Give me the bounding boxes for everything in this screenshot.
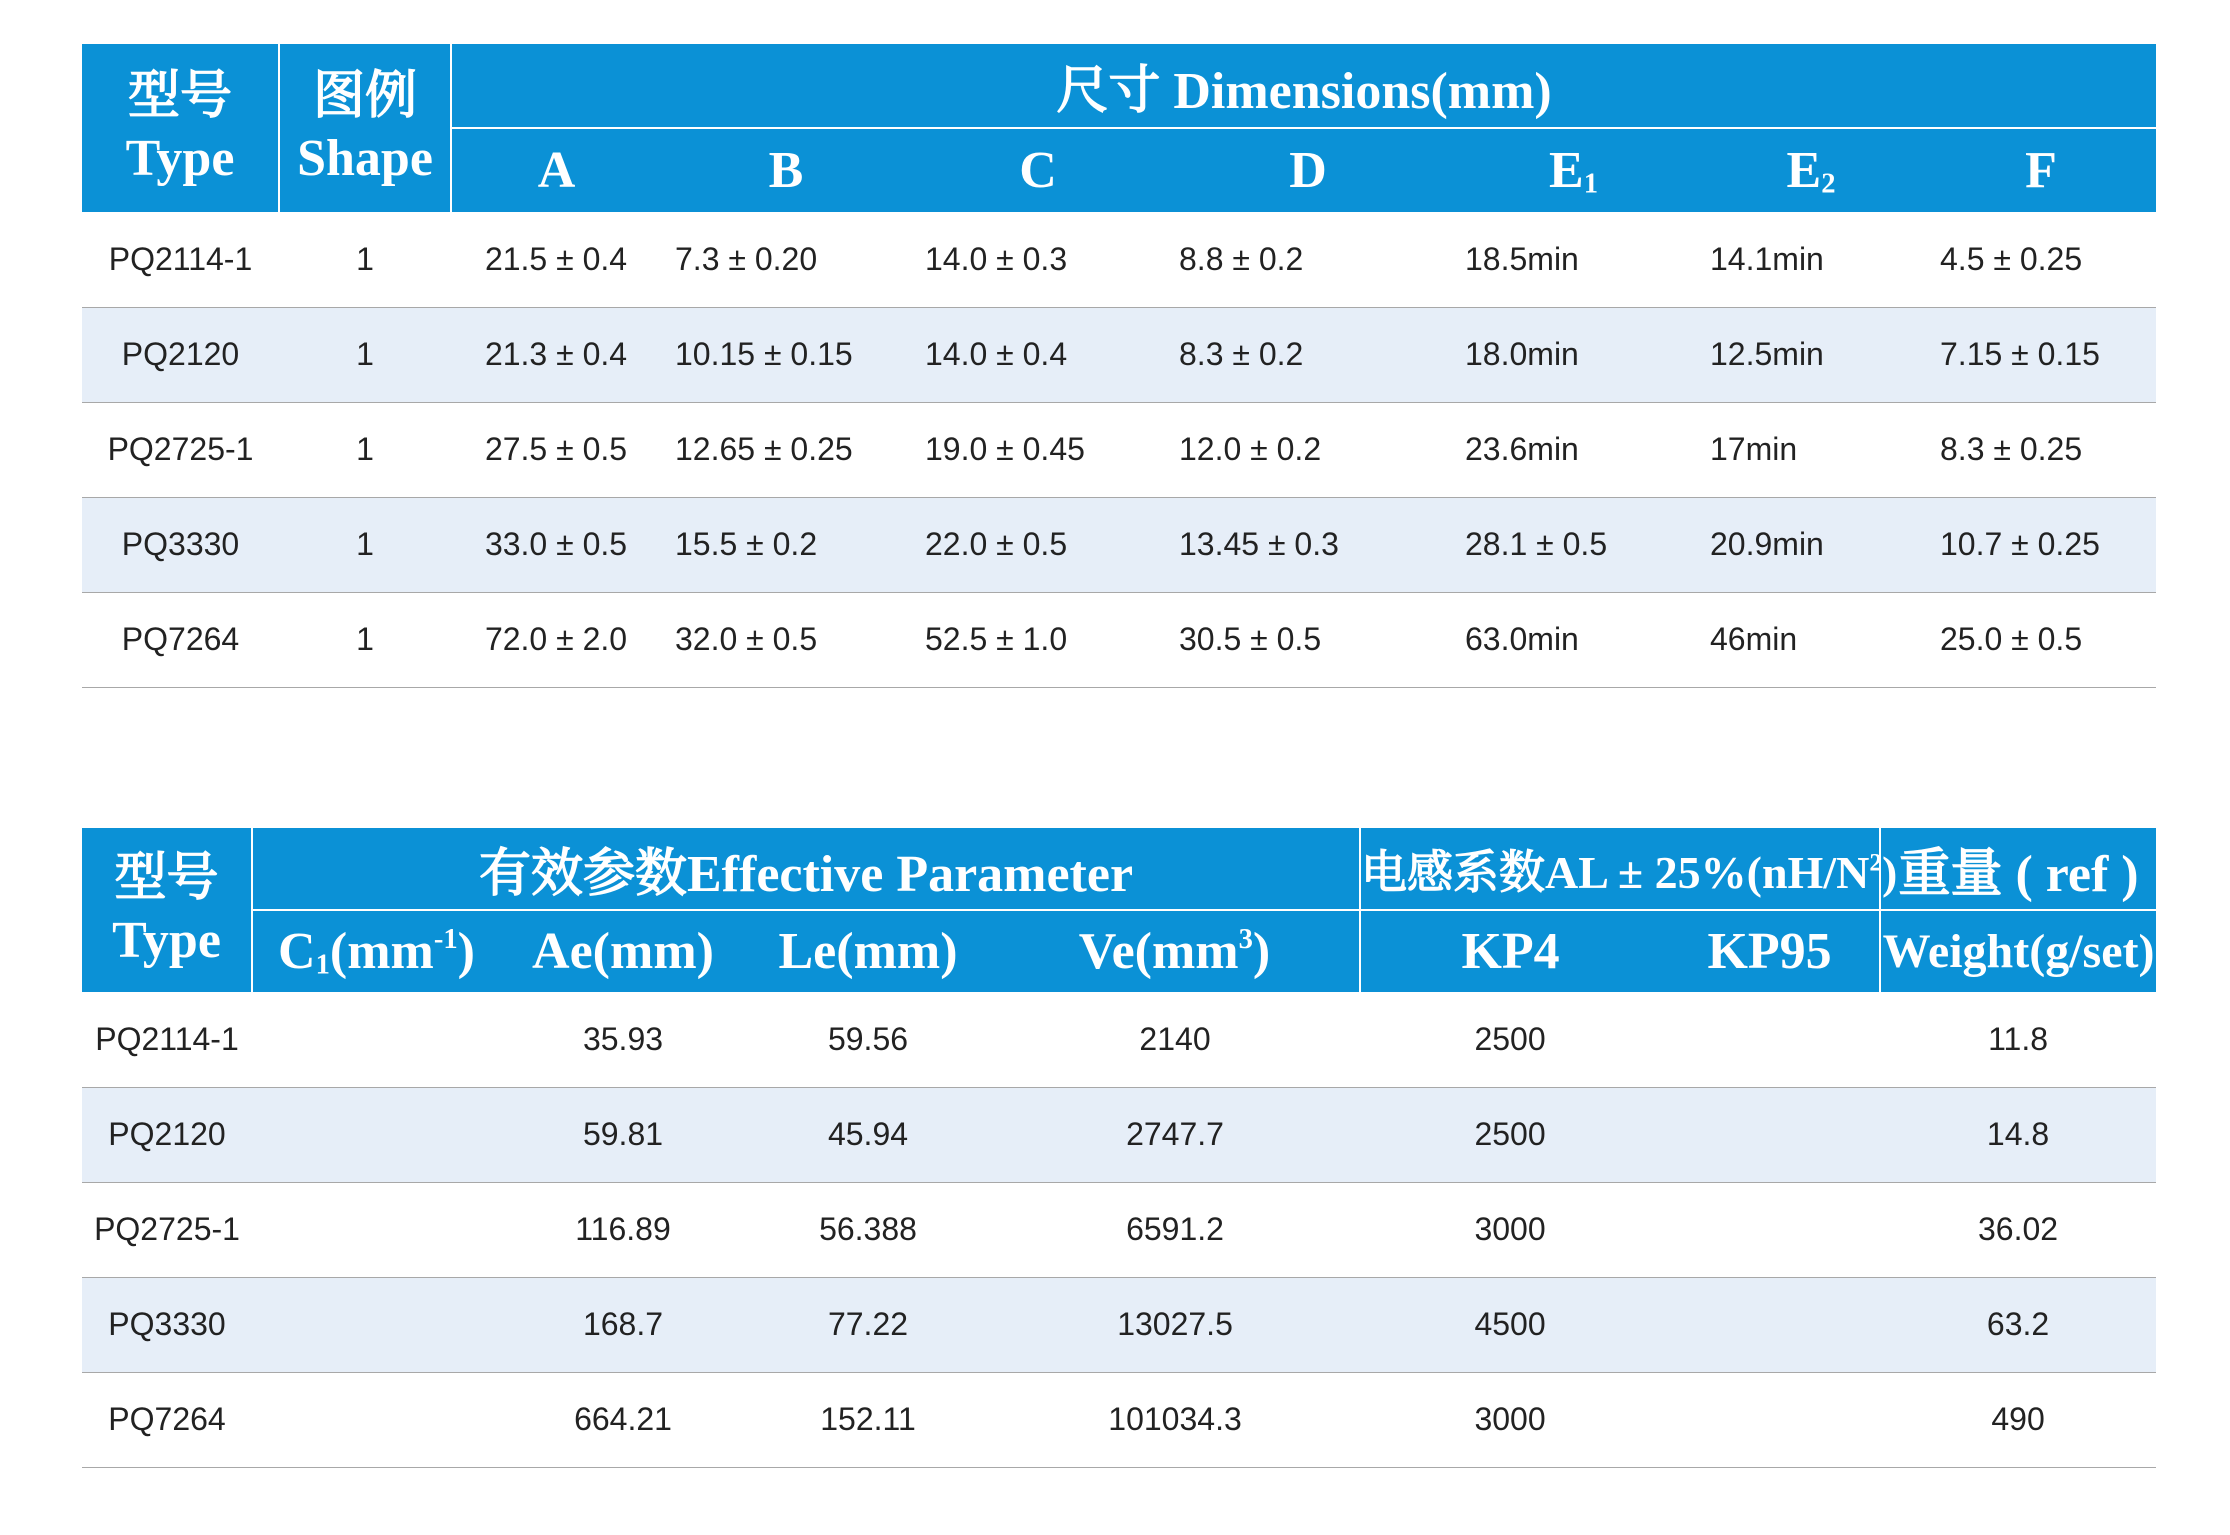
header-le: Le(mm)	[746, 910, 990, 992]
dimensions-table	[82, 44, 2156, 688]
cell-kp4: 4500	[1360, 1277, 1660, 1372]
header-ve-post: )	[1252, 923, 1271, 980]
cell-e2: 20.9min	[1696, 497, 1926, 592]
cell-le: 59.56	[746, 992, 990, 1087]
cell-c1	[252, 1182, 500, 1277]
cell-weight: 490	[1880, 1372, 2156, 1467]
cell-d: 30.5 ± 0.5	[1165, 592, 1451, 687]
cell-e1: 18.5min	[1451, 212, 1696, 307]
cell-shape: 1	[279, 497, 451, 592]
header-al-pre: 电感系数AL ± 25%(nH/N	[1361, 846, 1870, 898]
cell-d: 13.45 ± 0.3	[1165, 497, 1451, 592]
cell-type: PQ7264	[82, 592, 279, 687]
table-row	[82, 992, 2156, 1087]
cell-b: 10.15 ± 0.15	[661, 307, 911, 402]
cell-f: 4.5 ± 0.25	[1926, 212, 2156, 307]
cell-e2: 14.1min	[1696, 212, 1926, 307]
cell-type: PQ3330	[82, 497, 279, 592]
header-ae: Ae(mm)	[500, 910, 746, 992]
cell-c1	[252, 1277, 500, 1372]
cell-ve: 2140	[990, 992, 1360, 1087]
cell-a: 21.3 ± 0.4	[451, 307, 661, 402]
cell-ve: 2747.7	[990, 1087, 1360, 1182]
cell-kp95	[1660, 1277, 1880, 1372]
cell-type: PQ3330	[82, 1277, 252, 1372]
header-c1-sub: 1	[315, 949, 330, 981]
cell-b: 15.5 ± 0.2	[661, 497, 911, 592]
header-shape-cn: 图例	[312, 67, 417, 125]
header-kp4: KP4	[1360, 910, 1660, 992]
effective-parameter-table	[82, 828, 2156, 1468]
cell-f: 10.7 ± 0.25	[1926, 497, 2156, 592]
header-col-b: B	[661, 128, 911, 212]
cell-e1: 23.6min	[1451, 402, 1696, 497]
cell-e1: 63.0min	[1451, 592, 1696, 687]
cell-le: 56.388	[746, 1182, 990, 1277]
cell-ae: 59.81	[500, 1087, 746, 1182]
cell-shape: 1	[279, 402, 451, 497]
cell-le: 45.94	[746, 1087, 990, 1182]
table-row	[82, 1087, 2156, 1182]
cell-kp95	[1660, 1087, 1880, 1182]
header-effective-parameter: 有效参数Effective Parameter	[252, 828, 1360, 910]
header-type-en: Type	[112, 912, 221, 969]
header-col-e2-main: E	[1786, 141, 1822, 199]
header-type	[82, 828, 252, 992]
cell-weight: 36.02	[1880, 1182, 2156, 1277]
header-ve	[990, 910, 1360, 992]
cell-c: 14.0 ± 0.3	[911, 212, 1165, 307]
cell-kp4: 2500	[1360, 1087, 1660, 1182]
cell-ae: 116.89	[500, 1182, 746, 1277]
header-al-post: )	[1882, 846, 1898, 898]
header-col-e2	[1696, 128, 1926, 212]
cell-b: 12.65 ± 0.25	[661, 402, 911, 497]
cell-weight: 14.8	[1880, 1087, 2156, 1182]
cell-c1	[252, 992, 500, 1087]
cell-ve: 101034.3	[990, 1372, 1360, 1467]
header-col-c: C	[911, 128, 1165, 212]
table-row	[82, 497, 2156, 592]
cell-e1: 18.0min	[1451, 307, 1696, 402]
header-c1-unit-post: )	[457, 922, 475, 980]
header-al-sup: 2	[1869, 847, 1882, 876]
cell-a: 33.0 ± 0.5	[451, 497, 661, 592]
cell-ae: 664.21	[500, 1372, 746, 1467]
table-row	[82, 1277, 2156, 1372]
table-row	[82, 212, 2156, 307]
table-row	[82, 1372, 2156, 1467]
cell-ae: 35.93	[500, 992, 746, 1087]
header-type-cn: 型号	[114, 849, 219, 907]
cell-c1	[252, 1372, 500, 1467]
cell-a: 72.0 ± 2.0	[451, 592, 661, 687]
cell-type: PQ2120	[82, 307, 279, 402]
cell-a: 21.5 ± 0.4	[451, 212, 661, 307]
header-al-value	[1360, 828, 1898, 910]
header-col-d: D	[1165, 128, 1451, 212]
cell-kp4: 3000	[1360, 1182, 1660, 1277]
cell-b: 7.3 ± 0.20	[661, 212, 911, 307]
cell-f: 8.3 ± 0.25	[1926, 402, 2156, 497]
header-c1	[252, 910, 500, 992]
cell-type: PQ2725-1	[82, 402, 279, 497]
cell-shape: 1	[279, 307, 451, 402]
cell-type: PQ2120	[82, 1087, 252, 1182]
cell-c: 19.0 ± 0.45	[911, 402, 1165, 497]
cell-kp95	[1660, 1182, 1880, 1277]
cell-c: 52.5 ± 1.0	[911, 592, 1165, 687]
cell-b: 32.0 ± 0.5	[661, 592, 911, 687]
cell-weight: 63.2	[1880, 1277, 2156, 1372]
header-col-e1	[1451, 128, 1696, 212]
cell-f: 7.15 ± 0.15	[1926, 307, 2156, 402]
cell-kp95	[1660, 1372, 1880, 1467]
cell-d: 12.0 ± 0.2	[1165, 402, 1451, 497]
cell-ae: 168.7	[500, 1277, 746, 1372]
header-weight-unit: Weight(g/set)	[1880, 910, 2156, 992]
cell-type: PQ2725-1	[82, 1182, 252, 1277]
cell-kp95	[1660, 992, 1880, 1087]
header-dimensions-title: 尺寸 Dimensions(mm)	[451, 44, 2156, 128]
header-c1-unit-pre: (mm	[329, 922, 434, 980]
cell-shape: 1	[279, 212, 451, 307]
header-type-cn: 型号	[127, 67, 232, 125]
cell-le: 152.11	[746, 1372, 990, 1467]
table-row	[82, 592, 2156, 687]
header-weight: 重量 ( ref )	[1880, 828, 2156, 910]
header-ve-pre: Ve(mm	[1078, 923, 1239, 980]
cell-e2: 17min	[1696, 402, 1926, 497]
header-kp95: KP95	[1660, 910, 1880, 992]
cell-shape: 1	[279, 592, 451, 687]
header-type	[82, 44, 279, 212]
cell-d: 8.8 ± 0.2	[1165, 212, 1451, 307]
header-shape	[279, 44, 451, 212]
header-col-a: A	[451, 128, 661, 212]
cell-weight: 11.8	[1880, 992, 2156, 1087]
cell-d: 8.3 ± 0.2	[1165, 307, 1451, 402]
cell-type: PQ2114-1	[82, 212, 279, 307]
cell-e1: 28.1 ± 0.5	[1451, 497, 1696, 592]
header-col-e1-main: E	[1549, 141, 1584, 199]
header-col-e2-sub: 2	[1821, 168, 1836, 200]
table-row	[82, 1182, 2156, 1277]
header-col-f: F	[1926, 128, 2156, 212]
header-ve-sup: 3	[1238, 923, 1253, 955]
table-row	[82, 307, 2156, 402]
cell-type: PQ7264	[82, 1372, 252, 1467]
cell-c1	[252, 1087, 500, 1182]
header-c1-main: C	[278, 922, 316, 980]
cell-e2: 12.5min	[1696, 307, 1926, 402]
cell-c: 14.0 ± 0.4	[911, 307, 1165, 402]
cell-a: 27.5 ± 0.5	[451, 402, 661, 497]
cell-c: 22.0 ± 0.5	[911, 497, 1165, 592]
header-col-e1-sub: 1	[1583, 168, 1598, 200]
cell-e2: 46min	[1696, 592, 1926, 687]
cell-ve: 13027.5	[990, 1277, 1360, 1372]
cell-f: 25.0 ± 0.5	[1926, 592, 2156, 687]
cell-le: 77.22	[746, 1277, 990, 1372]
table-row	[82, 402, 2156, 497]
cell-kp4: 2500	[1360, 992, 1660, 1087]
cell-kp4: 3000	[1360, 1372, 1660, 1467]
header-shape-en: Shape	[297, 130, 433, 187]
header-type-en: Type	[125, 130, 235, 187]
cell-ve: 6591.2	[990, 1182, 1360, 1277]
header-c1-unit-sup: -1	[433, 923, 458, 955]
cell-type: PQ2114-1	[82, 992, 252, 1087]
